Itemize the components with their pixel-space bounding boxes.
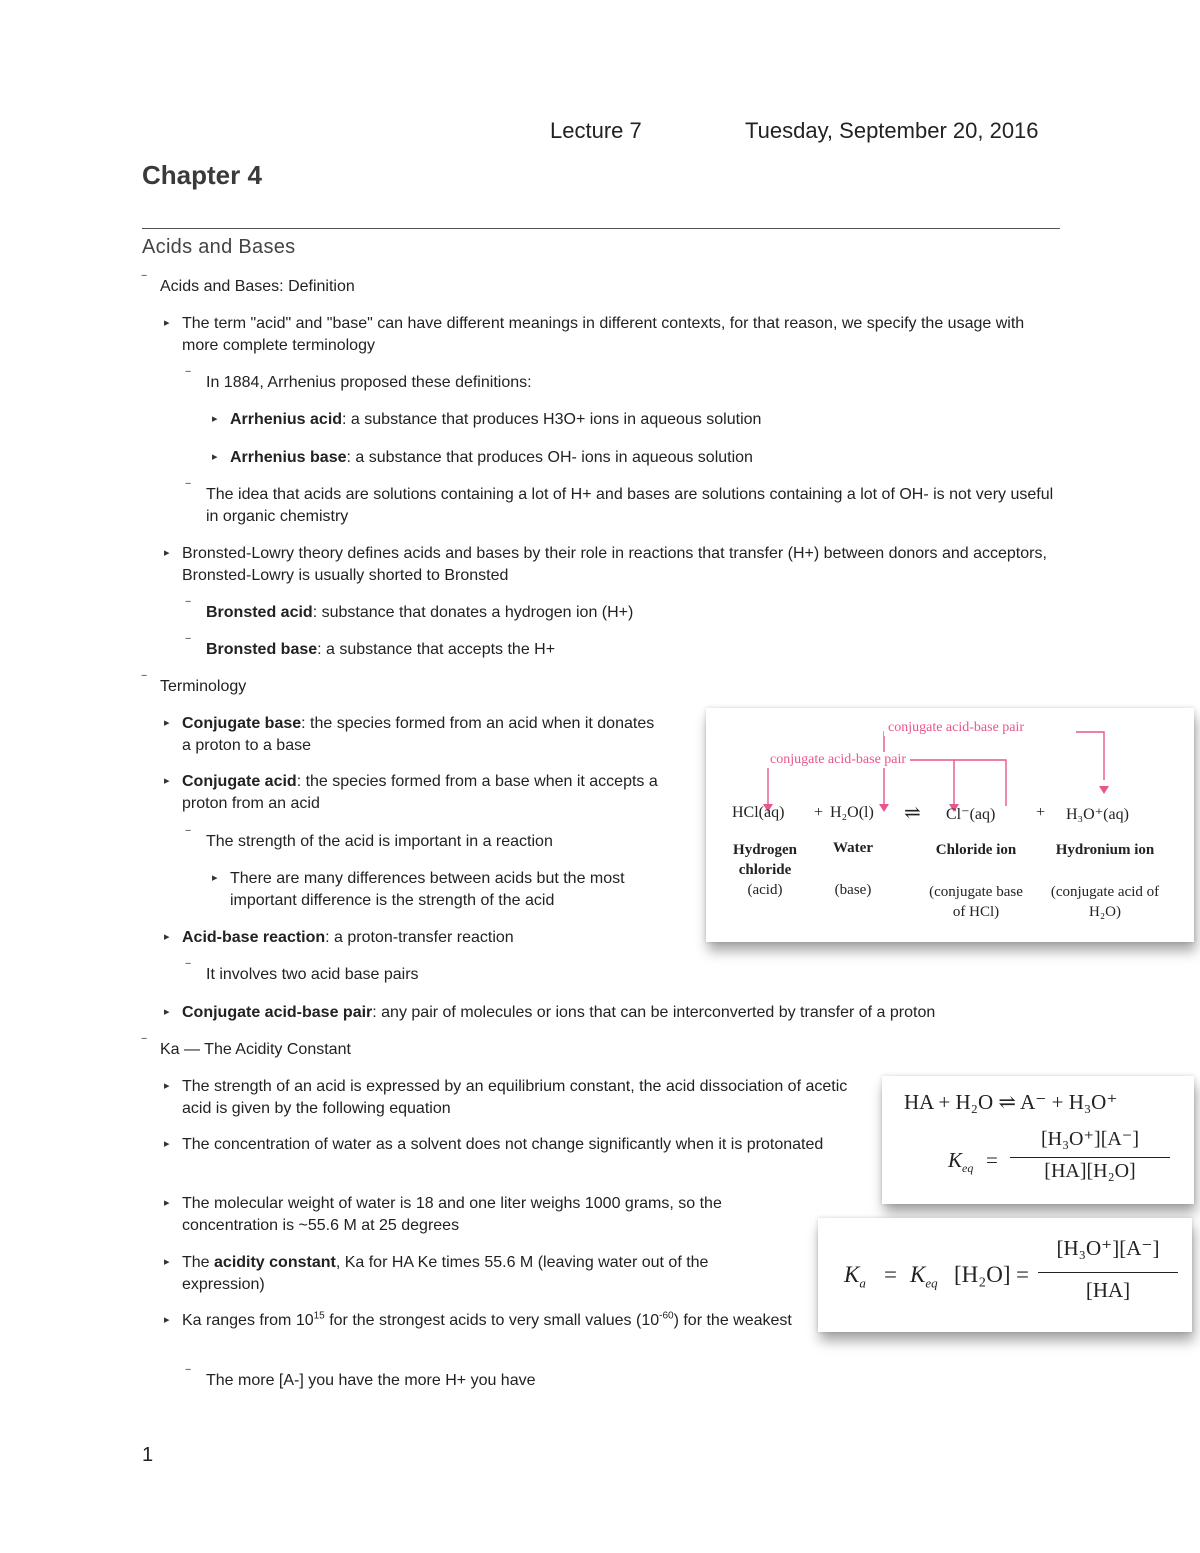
list-item-label: Ka — The Acidity Constant bbox=[160, 1041, 351, 1058]
chapter-title: Chapter 4 bbox=[142, 160, 262, 190]
bullet-marker: ▸ bbox=[164, 1197, 170, 1209]
list-item-label: Terminology bbox=[160, 678, 247, 695]
ka-subscript: a bbox=[859, 1275, 866, 1291]
keq-letter: K bbox=[910, 1262, 926, 1287]
list-item-terminology bbox=[142, 673, 247, 698]
ka-letter: K bbox=[844, 1262, 860, 1287]
ka-equation-figure bbox=[818, 1218, 1192, 1332]
term-definition: : a substance that produces H3O+ ions in aqueous solution bbox=[342, 411, 762, 428]
list-item-arrhenius-acid bbox=[212, 409, 761, 431]
list-item-two-pairs bbox=[186, 961, 419, 986]
hydronium-formula: H₃O⁺(aq) bbox=[1066, 806, 1129, 823]
dash-marker: ‾ bbox=[186, 369, 191, 384]
bullet-marker: ▸ bbox=[164, 547, 170, 559]
list-item-bronsted bbox=[164, 543, 1054, 587]
list-item-acid-base-reaction bbox=[164, 927, 514, 949]
water-name: Water bbox=[833, 840, 873, 856]
hydronium-role: (conjugate acid of H₂O) bbox=[1050, 884, 1160, 920]
lecture-date: Tuesday, September 20, 2016 bbox=[745, 118, 1039, 143]
water-concentration: [H₂O] bbox=[954, 1262, 1011, 1287]
bullet-marker: ▸ bbox=[212, 451, 218, 463]
dash-marker: ‾ bbox=[142, 1036, 147, 1051]
list-item-text: There are many differences between acids but the most important difference is the strength of the acid bbox=[230, 870, 625, 909]
list-item-ka-mw bbox=[164, 1193, 804, 1237]
hydronium-name: Hydronium ion bbox=[1055, 842, 1155, 858]
term-bold: Acid-base reaction bbox=[182, 929, 326, 946]
keq-subscript: eq bbox=[925, 1275, 938, 1291]
list-item-bronsted-acid bbox=[186, 599, 634, 624]
term-definition: : substance that donates a hydrogen ion (H+) bbox=[312, 604, 634, 621]
bullet-marker: ▸ bbox=[212, 413, 218, 425]
list-item-text: The more [A-] you have the more H+ you have bbox=[206, 1372, 536, 1389]
list-item-conjugate-acid bbox=[164, 771, 664, 815]
term-definition: : a substance that produces OH- ions in aqueous solution bbox=[346, 449, 753, 466]
keq-subscript: eq bbox=[962, 1161, 974, 1176]
dash-marker: ‾ bbox=[142, 273, 147, 288]
term-bold: Arrhenius base bbox=[230, 449, 347, 466]
ka-numerator: [H₃O⁺][A⁻] bbox=[1056, 1236, 1160, 1260]
text-run: The bbox=[182, 1254, 215, 1271]
list-item-ka-more bbox=[186, 1367, 536, 1392]
equals-sign: = bbox=[884, 1262, 897, 1287]
term-definition: : a proton-transfer reaction bbox=[325, 929, 514, 946]
term-bold: Conjugate acid bbox=[182, 773, 297, 790]
term-definition: : any pair of molecules or ions that can be interconverted by transfer of a proton bbox=[372, 1004, 936, 1021]
list-item-ka-water bbox=[164, 1134, 824, 1156]
list-item-arrhenius-intro bbox=[186, 369, 532, 394]
plus-sign: + bbox=[1036, 804, 1046, 821]
term-bold: Arrhenius acid bbox=[230, 411, 343, 428]
water-role: (base) bbox=[834, 882, 872, 898]
list-item-strength bbox=[186, 828, 553, 853]
list-item-idea bbox=[186, 481, 1056, 528]
bullet-marker: ▸ bbox=[164, 1314, 170, 1326]
keq-letter: K bbox=[948, 1148, 963, 1172]
list-item-text: In 1884, Arrhenius proposed these definitions: bbox=[206, 374, 532, 391]
term-bold: Bronsted base bbox=[206, 641, 318, 658]
bullet-marker: ▸ bbox=[164, 717, 170, 729]
list-item-ka bbox=[142, 1036, 351, 1061]
list-item-differences bbox=[212, 868, 682, 912]
term-bold: Bronsted acid bbox=[206, 604, 313, 621]
dash-marker: ‾ bbox=[186, 1367, 191, 1382]
inner-pair-label: conjugate acid-base pair bbox=[766, 752, 910, 768]
list-item-conjugate-pair bbox=[164, 1002, 935, 1024]
bullet-marker: ▸ bbox=[164, 1006, 170, 1018]
water-formula: H₂O(l) bbox=[830, 804, 874, 821]
list-item-arrhenius-base bbox=[212, 447, 753, 469]
text-run: , Ka for HA Ke times 55.6 M (leaving water out of the expression) bbox=[182, 1254, 709, 1293]
page-number: 1 bbox=[142, 1444, 154, 1466]
hcl-name: Hydrogen chloride bbox=[733, 842, 797, 878]
bullet-marker: ▸ bbox=[164, 1080, 170, 1092]
keq-numerator: [H₃O⁺][A⁻] bbox=[1040, 1128, 1140, 1150]
lecture-number: Lecture 7 bbox=[550, 118, 642, 143]
list-item-text: The concentration of water as a solvent does not change significantly when it is protonated bbox=[182, 1136, 824, 1153]
chloride-name: Chloride ion bbox=[935, 842, 1017, 858]
bullet-marker: ▸ bbox=[164, 1256, 170, 1268]
list-item-ka-range bbox=[164, 1310, 804, 1332]
term-definition: : a substance that accepts the H+ bbox=[317, 641, 556, 658]
chloride-role: (conjugate base of HCl) bbox=[929, 884, 1023, 920]
ka-symbol bbox=[844, 1262, 866, 1292]
text-run: for the strongest acids to very small values (10 bbox=[324, 1312, 660, 1329]
keq-symbol bbox=[910, 1262, 938, 1292]
term-bold: Conjugate acid-base pair bbox=[182, 1004, 373, 1021]
equals-sign: = bbox=[986, 1148, 998, 1172]
term-bold: Conjugate base bbox=[182, 715, 302, 732]
list-item-text: The idea that acids are solutions containing a lot of H+ and bases are solutions containing a lot of OH- is not very useful in organic chemistry bbox=[206, 486, 1054, 525]
dash-marker: ‾ bbox=[186, 828, 191, 843]
term-definition: : the species formed from a base when it accepts a proton from an acid bbox=[182, 773, 658, 812]
bullet-marker: ▸ bbox=[164, 1138, 170, 1150]
list-item-text: The molecular weight of water is 18 and one liter weighs 1000 grams, so the concentration is ~55.6 M at 25 degrees bbox=[182, 1195, 722, 1234]
keq-symbol bbox=[948, 1148, 973, 1176]
dash-marker: ‾ bbox=[142, 673, 147, 688]
fraction-bar bbox=[1038, 1272, 1178, 1273]
list-item-conjugate-base bbox=[164, 713, 664, 757]
list-item-text: The term "acid" and "base" can have different meanings in different contexts, for that reason, we specify the usage with more complete terminology bbox=[182, 315, 1025, 354]
list-item-text: The strength of the acid is important in a reaction bbox=[206, 833, 553, 850]
section-title: Acids and Bases bbox=[142, 236, 296, 258]
bullet-marker: ▸ bbox=[164, 931, 170, 943]
ka-denominator: [HA] bbox=[1085, 1278, 1131, 1302]
list-item-ka-strength bbox=[164, 1076, 854, 1120]
hcl-role: (acid) bbox=[747, 882, 783, 898]
text-run: ) for the weakest bbox=[673, 1312, 792, 1329]
keq-denominator: [HA][H₂O] bbox=[1044, 1160, 1136, 1182]
dissociation-equation: HA + H₂O ⇌ A⁻ + H₃O⁺ bbox=[904, 1090, 1118, 1114]
list-item-term bbox=[164, 313, 1044, 357]
keq-equation-figure bbox=[882, 1076, 1194, 1204]
plus-sign: + bbox=[814, 804, 824, 821]
text-run: Ka ranges from 10 bbox=[182, 1312, 314, 1329]
list-item-label: Acids and Bases: Definition bbox=[160, 278, 355, 295]
outer-pair-label: conjugate acid-base pair bbox=[884, 720, 1028, 736]
conjugate-pair-figure bbox=[706, 708, 1194, 942]
header-divider bbox=[142, 228, 1060, 229]
bullet-marker: ▸ bbox=[164, 775, 170, 787]
dash-marker: ‾ bbox=[186, 961, 191, 976]
equals-sign: = bbox=[1016, 1262, 1029, 1287]
dash-marker: ‾ bbox=[186, 599, 191, 614]
chloride-formula: Cl⁻(aq) bbox=[946, 806, 996, 823]
list-item-definitions bbox=[142, 273, 355, 298]
fraction-bar bbox=[1010, 1157, 1170, 1158]
equilibrium-arrow: ⇌ bbox=[904, 802, 921, 824]
bullet-marker: ▸ bbox=[164, 317, 170, 329]
list-item-text: It involves two acid base pairs bbox=[206, 966, 419, 983]
list-item-text: The strength of an acid is expressed by an equilibrium constant, the acid dissociation of acetic acid is given by the following equation bbox=[182, 1078, 848, 1117]
exponent: -60 bbox=[659, 1310, 674, 1322]
term-definition: : the species formed from an acid when it donates a proton to a base bbox=[182, 715, 655, 754]
bullet-marker: ▸ bbox=[212, 872, 218, 884]
list-item-text: Bronsted-Lowry theory defines acids and bases by their role in reactions that transfer (H+) between donors and acceptors, Bronsted-Lowry is usually shorted to Bronsted bbox=[182, 545, 1047, 584]
list-item-ka-constant bbox=[164, 1252, 784, 1296]
dash-marker: ‾ bbox=[186, 636, 191, 651]
dash-marker: ‾ bbox=[186, 481, 191, 496]
exponent: 15 bbox=[313, 1310, 325, 1322]
hcl-formula: HCl(aq) bbox=[732, 804, 785, 821]
term-bold: acidity constant bbox=[214, 1254, 336, 1271]
list-item-bronsted-base bbox=[186, 636, 556, 661]
